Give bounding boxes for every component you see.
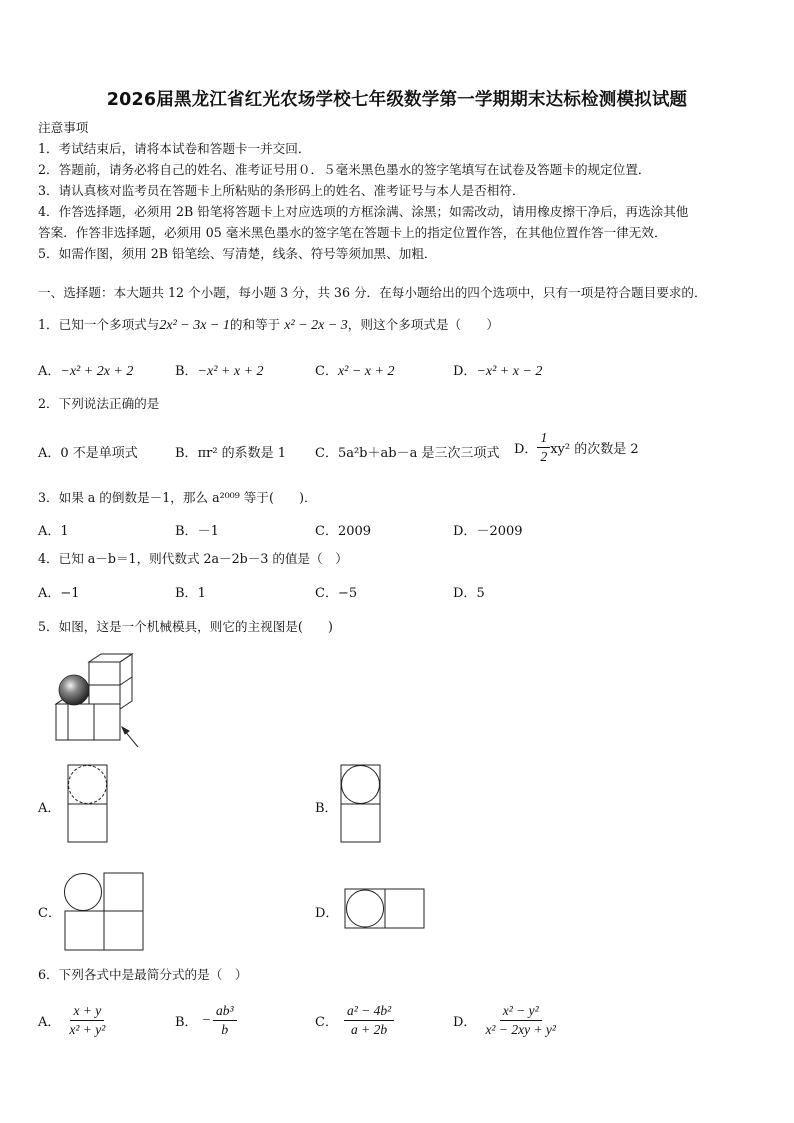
option-text: 5 [476, 586, 485, 601]
q1-mid: 的和等于 [229, 317, 281, 332]
option-label: A． [38, 446, 61, 461]
fraction-denominator: x² + y² [69, 1022, 106, 1037]
option-label: C． [315, 364, 338, 379]
q1-expr1: 2x² − 3x − 1 [159, 318, 230, 333]
option-label: A． [38, 1015, 61, 1030]
fraction-denominator: b [221, 1022, 229, 1037]
q5-option-d-figure[interactable] [344, 888, 426, 930]
q6-option-d[interactable] [453, 1003, 559, 1038]
q4-option-d[interactable] [453, 582, 485, 601]
fraction [537, 430, 550, 465]
option-label: D． [453, 586, 477, 601]
q5-option-a-figure[interactable] [67, 764, 109, 844]
option-text: −x² + x − 2 [476, 364, 543, 379]
option-label: D． [453, 364, 477, 379]
fraction-numerator: 1 [537, 430, 550, 448]
q2-option-b[interactable] [175, 442, 286, 461]
note-item: 2．答题前，请务必将自己的姓名、准考证号用０．５毫米黑色墨水的签字笔填写在试卷及答题卡的规定位置． [38, 162, 651, 177]
fraction-denominator: a + 2b [351, 1022, 388, 1037]
option-text: πr² 的系数是 1 [197, 446, 287, 461]
option-label: B． [175, 586, 198, 601]
minus-sign: − [201, 1012, 212, 1028]
q5-option-b-figure[interactable] [340, 764, 382, 844]
q4-option-c[interactable] [315, 582, 357, 601]
q3-option-b[interactable] [175, 520, 219, 539]
fraction [66, 1003, 108, 1038]
option-label: C． [315, 586, 338, 601]
fraction-numerator: x + y [70, 1003, 104, 1021]
option-text: 0 不是单项式 [60, 446, 138, 461]
q5-option-b-label[interactable]: B． [315, 801, 338, 816]
fraction-numerator: ab³ [213, 1003, 237, 1021]
q3-option-c[interactable] [315, 520, 371, 539]
q1-post: ，则这个多项式是（ ） [347, 317, 499, 332]
q1-option-b[interactable] [175, 360, 264, 380]
option-label: B． [175, 446, 198, 461]
fraction-numerator: a² − 4b² [344, 1003, 394, 1021]
option-label: B． [175, 1015, 198, 1030]
notes-heading: 注意事项 [38, 120, 89, 135]
q1-option-c[interactable] [315, 360, 394, 380]
option-text: −5 [337, 586, 358, 601]
option-text: 2009 [337, 524, 372, 539]
question-6-stem: 6．下列各式中是最简分式的是（ ） [38, 967, 248, 982]
q4-option-a[interactable] [38, 582, 80, 601]
option-text: −1 [60, 586, 80, 601]
option-label: C． [315, 446, 338, 461]
q1-pre: 1．已知一个多项式与 [38, 317, 160, 332]
section-heading: 一、选择题：本大题共 12 个小题，每小题 3 分，共 36 分．在每小题给出的四个选项中，只有一项是符合题目要求的． [38, 285, 707, 300]
page-title: 2026届黑龙江省红光农场学校七年级数学第一学期期末达标检测模拟试题 [106, 90, 688, 110]
question-2-stem: 2．下列说法正确的是 [38, 396, 160, 411]
q6-option-b[interactable] [175, 1003, 237, 1038]
option-label: C． [315, 524, 338, 539]
q6-option-c[interactable] [315, 1003, 394, 1038]
mold-figure [46, 652, 146, 752]
option-text: xy² 的次数是 2 [550, 442, 639, 457]
option-text: 1 [60, 524, 69, 539]
q2-option-a[interactable] [38, 442, 138, 461]
sphere-icon [59, 675, 89, 705]
option-text: －1 [197, 524, 219, 539]
option-label: D． [514, 442, 538, 457]
option-label: D． [453, 524, 477, 539]
option-label: B． [175, 524, 198, 539]
question-3-stem: 3．如果 a 的倒数是－1，那么 a²⁰⁰⁹ 等于( )． [38, 490, 317, 505]
note-item: 1．考试结束后，请将本试卷和答题卡一并交回． [38, 141, 311, 156]
option-text: －2009 [476, 524, 523, 539]
option-text: 1 [197, 586, 206, 601]
fraction [344, 1003, 394, 1038]
option-text: −x² + x + 2 [197, 364, 264, 379]
question-5-stem: 5．如图，这是一个机械模具，则它的主视图是( ) [38, 619, 333, 634]
option-label: A． [38, 524, 61, 539]
option-label: B． [175, 364, 198, 379]
option-label: C． [315, 1015, 338, 1030]
q6-option-a[interactable] [38, 1003, 108, 1038]
q2-option-c[interactable] [315, 442, 499, 461]
q1-expr2: x² − 2x − 3 [284, 318, 348, 333]
q3-option-d[interactable] [453, 520, 523, 539]
q4-option-b[interactable] [175, 582, 206, 601]
note-item: 答案．作答非选择题，必须用 05 毫米黑色墨水的签字笔在答题卡上的指定位置作答，在其他位置作答一律无效． [38, 225, 667, 240]
note-item: 3．请认真核对监考员在答题卡上所粘贴的条形码上的姓名、准考证号与本人是否相符． [38, 183, 525, 198]
q5-option-d-label[interactable]: D． [315, 906, 339, 921]
note-item: 4．作答选择题，必须用 2B 铅笔将答题卡上对应选项的方框涂满、涂黑；如需改动，请用橡皮擦干净后，再选涂其他 [38, 204, 689, 219]
fraction-denominator: 2 [540, 449, 548, 464]
question-1-stem [38, 317, 499, 334]
q2-option-d[interactable] [514, 430, 639, 465]
q1-option-d[interactable] [453, 360, 542, 380]
option-text: 5a²b＋ab－a 是三次三项式 [337, 446, 500, 461]
option-label: D． [453, 1015, 477, 1030]
fraction [213, 1003, 237, 1038]
option-label: A． [38, 586, 61, 601]
question-4-stem: 4．已知 a－b＝1，则代数式 2a－2b－3 的值是（ ） [38, 551, 348, 566]
fraction-numerator: x² − y² [500, 1003, 542, 1021]
q3-option-a[interactable] [38, 520, 69, 539]
q1-option-a[interactable] [38, 360, 133, 380]
fraction-denominator: x² − 2xy + y² [485, 1022, 556, 1037]
note-item: 5．如需作图，须用 2B 铅笔绘、写清楚，线条、符号等须加黑、加粗． [38, 246, 437, 261]
q5-option-c-label[interactable]: C． [38, 906, 61, 921]
option-label: A． [38, 364, 61, 379]
fraction [482, 1003, 559, 1038]
option-text: x² − x + 2 [337, 364, 395, 379]
q5-option-c-figure[interactable] [63, 872, 145, 952]
option-text: −x² + 2x + 2 [60, 364, 134, 379]
q5-option-a-label[interactable]: A． [38, 801, 61, 816]
